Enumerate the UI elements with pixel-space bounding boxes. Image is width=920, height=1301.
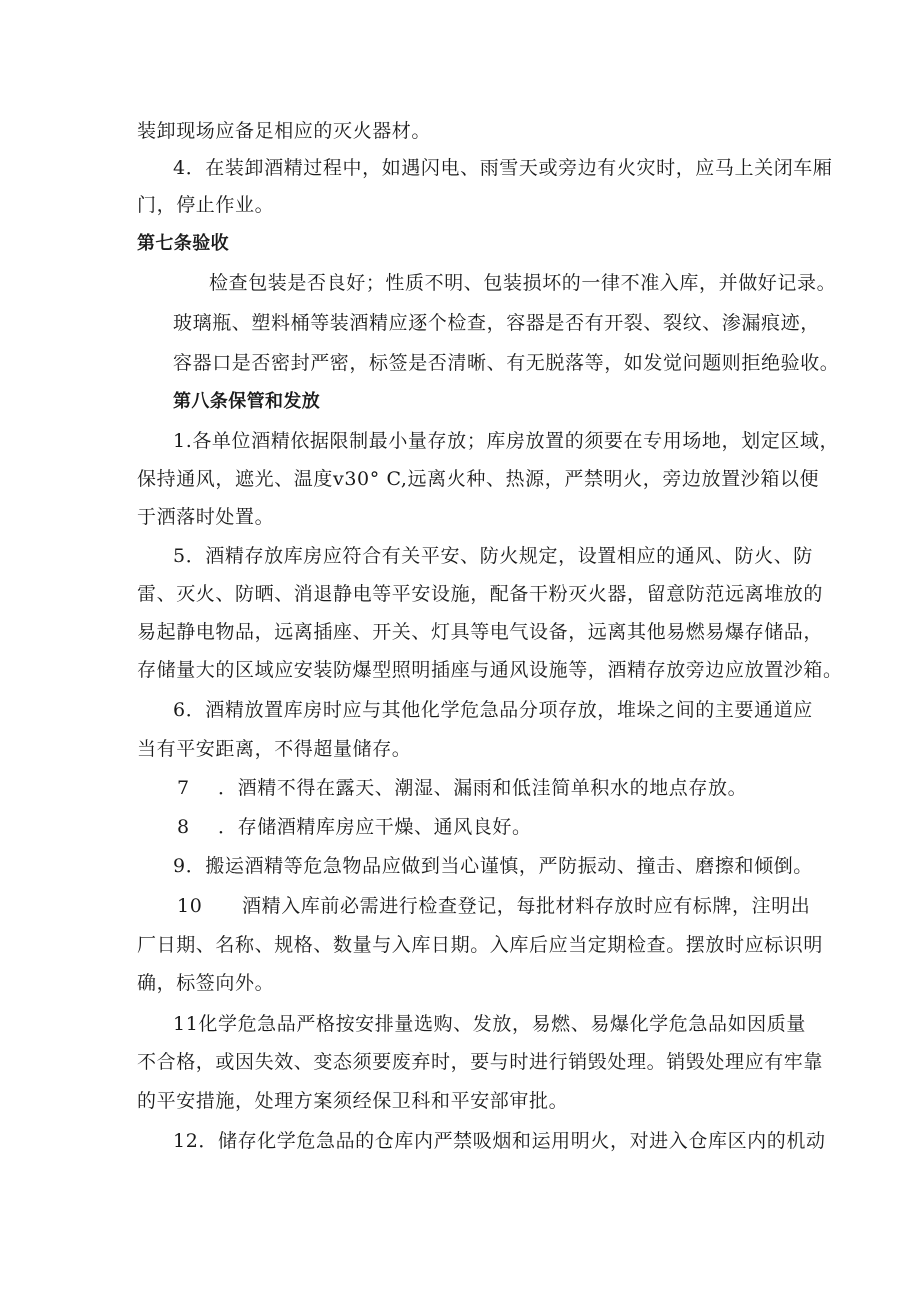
text-line: 确，标签向外。 [137,972,275,994]
text-line: 12．储存化学危急品的仓库内严禁吸烟和运用明火，对进入仓库区内的机动 [173,1130,826,1152]
text-line: 不合格，或因失效、变态须要废弃时，要与时进行销毁处理。销毁处理应有牢靠 [137,1051,824,1073]
list-number: 7 [177,777,190,799]
text-line: ．存储酒精库房应干燥、通风良好。 [218,816,532,838]
text-line: 保持通风，遮光、温度v30° C,远离火种、热源，严禁明火，旁边放置沙箱以便 [137,468,820,490]
list-number: 10 [177,895,203,917]
text-line: 当有平安距离，不得超量储存。 [137,738,412,760]
text-line: 6．酒精放置库房时应与其他化学危急品分项存放，堆垛之间的主要通道应 [173,699,813,721]
list-number: 8 [177,816,190,838]
section-heading-7: 第七条验收 [137,233,229,254]
text-line: 厂日期、名称、规格、数量与入库日期。入库后应当定期检查。摆放时应标识明 [137,934,824,956]
text-line: 1.各单位酒精依据限制最小量存放；库房放置的须要在专用场地，划定区域， [173,430,840,452]
text-line: 检查包装是否良好；性质不明、包装损坏的一律不准入库，并做好记录。 [209,272,837,294]
section-heading-8: 第八条保管和发放 [173,391,321,412]
text-line: 的平安措施，处理方案须经保卫科和平安部审批。 [137,1090,569,1112]
text-line: 4．在装卸酒精过程中，如遇闪电、雨雪天或旁边有火灾时，应马上关闭车厢 [173,157,833,179]
text-line: 易起静电物品，远离插座、开关、灯具等电气设备，远离其他易燃易爆存储品， [137,621,824,643]
text-line: 门，停止作业。 [137,194,275,216]
text-line: 容器口是否密封严密，标签是否清晰、有无脱落等，如发觉问题则拒绝验收。 [173,352,840,374]
text-line: 酒精入库前必需进行检查登记，每批材料存放时应有标牌，注明出 [242,895,811,917]
text-line: 玻璃瓶、塑料桶等装酒精应逐个检查，容器是否有开裂、裂纹、渗漏痕迹， [173,312,820,334]
text-line: 于洒落时处置。 [137,506,275,528]
text-line: ．酒精不得在露天、潮湿、漏雨和低洼简单积水的地点存放。 [218,777,748,799]
text-line: 装卸现场应备足相应的灭火器材。 [137,120,432,142]
text-line: 11化学危急品严格按安排量选购、发放，易燃、易爆化学危急品如因质量 [173,1013,806,1035]
text-line: 9．搬运酒精等危急物品应做到当心谨慎，严防振动、撞击、磨擦和倾倒。 [173,855,813,877]
text-line: 5．酒精存放库房应符合有关平安、防火规定，设置相应的通风、防火、防 [173,545,813,567]
text-line: 雷、灭火、防晒、消退静电等平安设施，配备干粉灭火器，留意防范远离堆放的 [137,583,824,605]
text-line: 存储量大的区域应安装防爆型照明插座与通风设施等，酒精存放旁边应放置沙箱。 [137,659,843,681]
